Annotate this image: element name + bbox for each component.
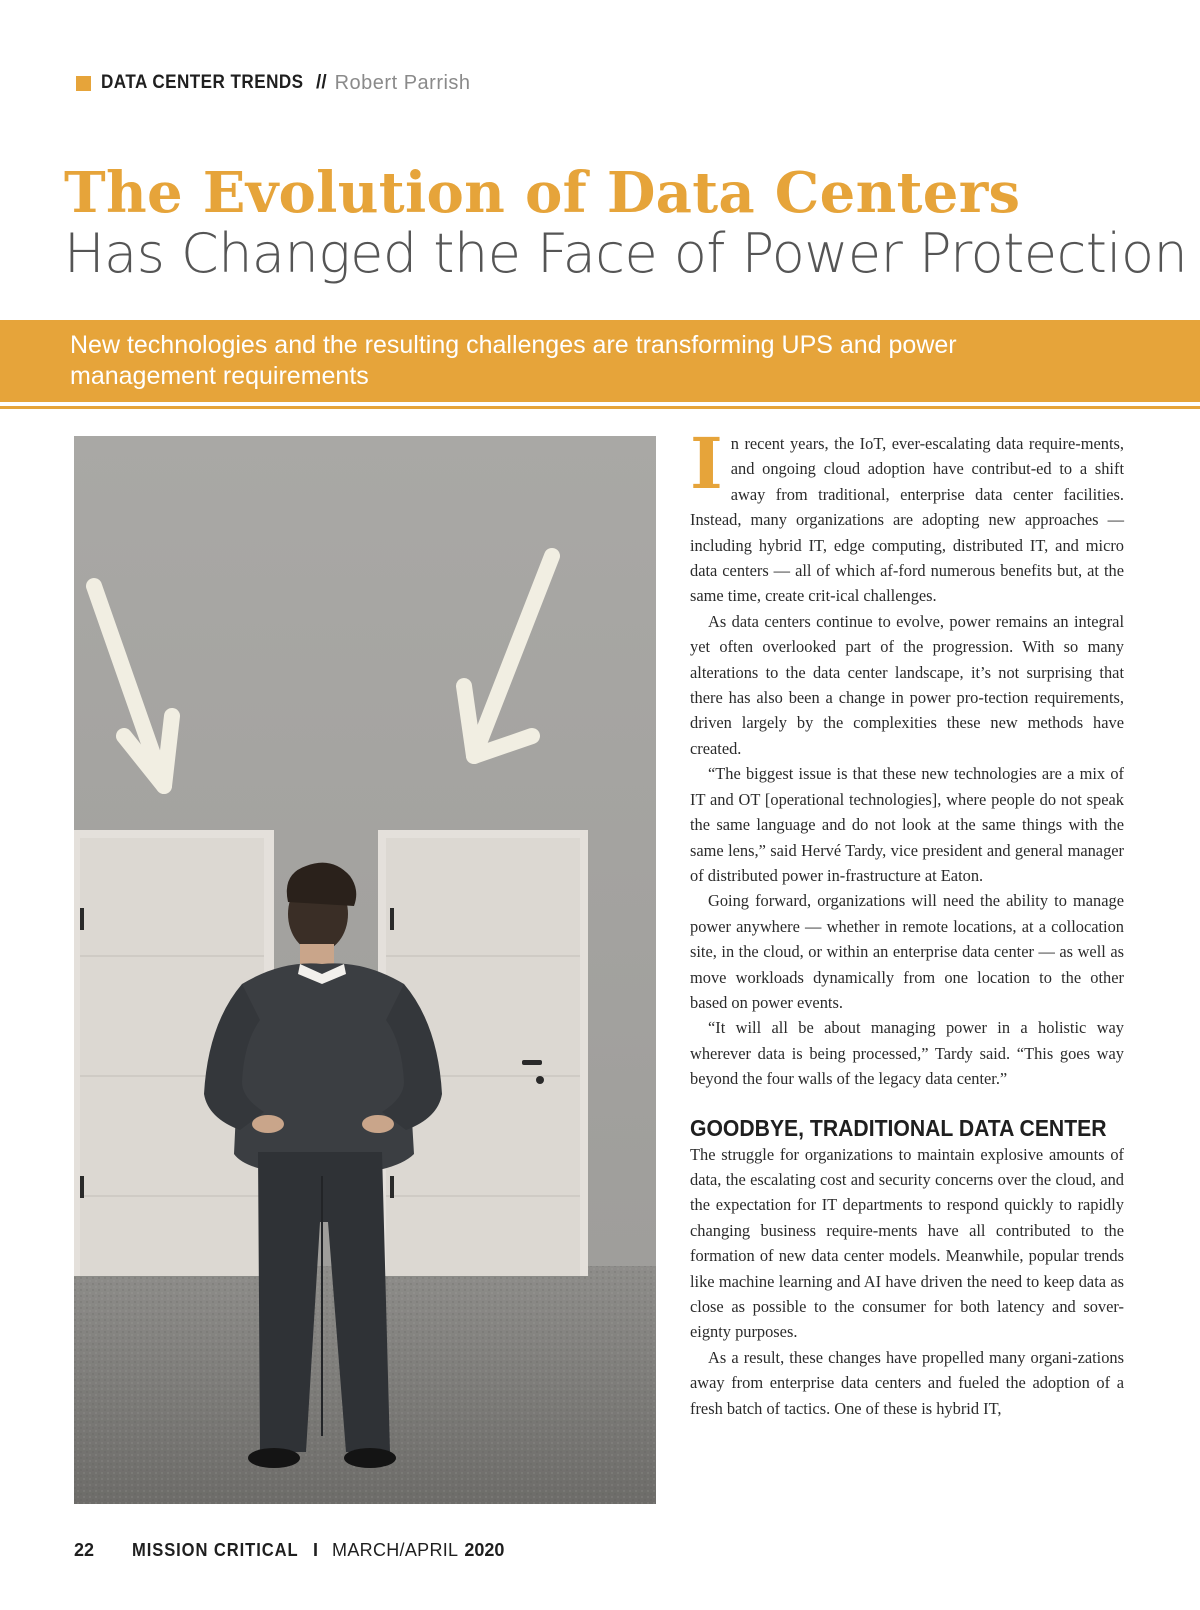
feature-photo: [74, 436, 656, 1504]
paragraph-6: The struggle for organizations to maintain explosive amounts of data, the escalating cost and security concerns over the cloud, and the expectation for IT departments to respond quickly to rapidly changing business require-ments have all contributed to the formation of new data center models. Meanwhile, popular trends like machine learning and AI have driven the need to keep data as close as possible to the consumer for both latency and sover-eignty purposes.: [690, 1144, 1124, 1342]
issue-year: 2020: [464, 1539, 505, 1560]
page-number: 22: [74, 1539, 95, 1560]
paragraph-1: [690, 422, 1124, 609]
drop-cap: I: [690, 422, 723, 505]
publication-name: MISSION CRITICAL: [132, 1539, 299, 1560]
paragraph-5: “It will all be about managing power in a holistic way wherever data is being processed,” Tardy said. “This goes way beyond the four walls of the legacy data center.”: [690, 1018, 1124, 1089]
paragraph-7: As a result, these changes have propelled many organi-zations away from enterprise data centers and fueled the adoption of a fresh batch of tactics. One of these is hybrid IT,: [690, 1347, 1124, 1418]
paragraph-4: Going forward, organizations will need the ability to manage power anywhere — whether in remote locations, at a collocation site, in the cloud, or within an enterprise data center — as well as move workloads dynamically from one location to the other based on power events.: [690, 891, 1124, 1012]
article-subhead: Has Changed the Face of Power Protection: [64, 222, 1188, 285]
paragraph-2: As data centers continue to evolve, power remains an integral yet often overlooked part of the progression. With so many alterations to the data center landscape, it’s not surprising that there has also been a change in power pro-tection requirements, driven largely by the complexities these new methods have created.: [690, 611, 1124, 758]
footer-divider: I: [313, 1539, 319, 1560]
deck-band: [0, 320, 1200, 402]
section-square-icon: [76, 76, 91, 91]
section-subheading: GOODBYE, TRADITIONAL DATA CENTER: [690, 1114, 1107, 1141]
page-footer: [74, 1536, 504, 1564]
article-deck: New technologies and the resulting challenges are transforming UPS and power management requirements: [70, 331, 957, 390]
article-body: [690, 422, 1124, 1421]
section-kicker: DATA CENTER TRENDS: [101, 72, 304, 93]
businessman-doors-illustration: [74, 436, 656, 1504]
section-header: [76, 68, 471, 98]
section-separator: //: [316, 72, 327, 93]
issue-date: MARCH/APRIL: [332, 1539, 459, 1560]
article-headline: The Evolution of Data Centers: [64, 160, 1021, 226]
paragraph-1-text: n recent years, the IoT, ever-escalating data require-ments, and ongoing cloud adoption have contribut-ed to a shift away from traditional, enterprise data center facilities. Instead, many organizations are adopting new approaches — including hybrid IT, edge computing, distributed IT, and micro data centers — all of which af-ford numerous benefits but, at the same time, create crit-ical challenges.: [690, 434, 1124, 606]
author-byline: Robert Parrish: [334, 71, 471, 94]
paragraph-3: “The biggest issue is that these new technologies are a mix of IT and OT [operational technologies], where people do not speak the same language and do not look at the same things with the same lens,” said Hervé Tardy, vice president and general manager of distributed power in-frastructure at Eaton.: [690, 764, 1124, 885]
